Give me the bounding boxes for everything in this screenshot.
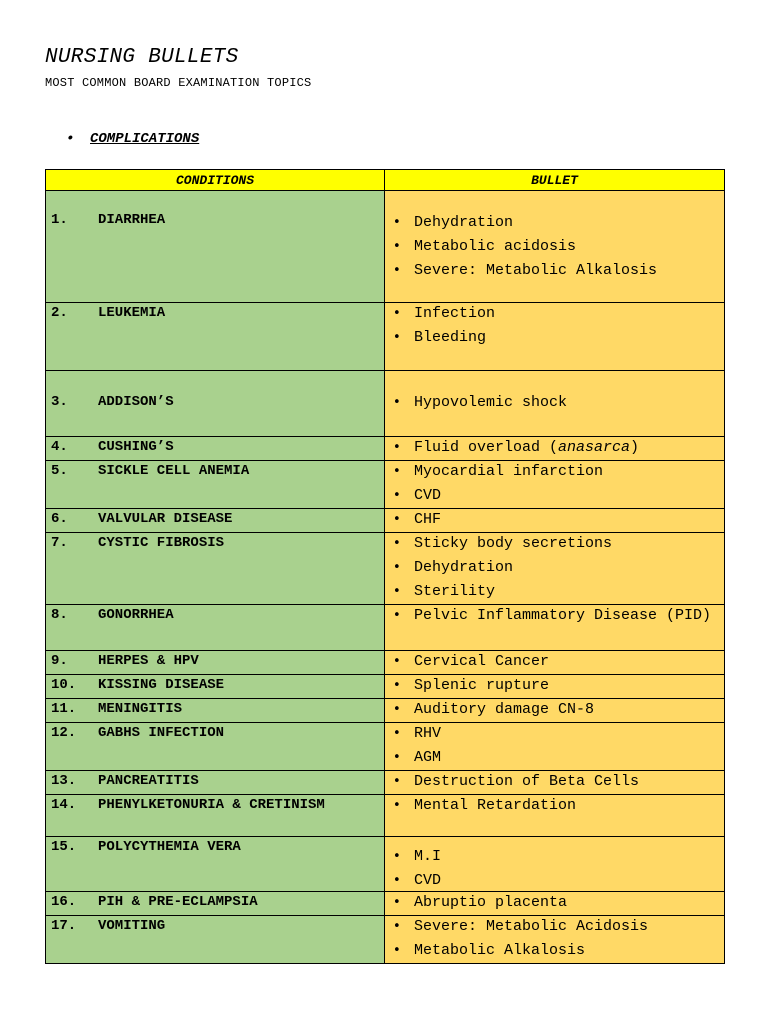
condition-name: GONORRHEA	[98, 607, 174, 623]
condition-number: 6.	[51, 511, 68, 527]
table-row	[46, 916, 725, 964]
bullet-text: Cervical Cancer	[414, 653, 550, 670]
condition-number: 14.	[51, 797, 77, 813]
bullet-list	[414, 510, 720, 530]
bullet-text: CHF	[414, 511, 442, 528]
condition-cell	[46, 191, 385, 303]
condition-name: GABHS INFECTION	[98, 725, 225, 741]
condition-name: LEUKEMIA	[98, 305, 166, 321]
bullet-list	[414, 438, 720, 458]
list-item	[414, 534, 720, 554]
condition-cell	[46, 605, 385, 651]
bullet-list	[414, 700, 720, 720]
section-heading-label: COMPLICATIONS	[90, 131, 200, 147]
bullet-list	[414, 917, 720, 961]
table-row	[46, 651, 725, 675]
table-row	[46, 509, 725, 533]
table-row	[46, 605, 725, 651]
bullet-text: Dehydration	[414, 559, 514, 576]
table-row	[46, 892, 725, 916]
condition-name: MENINGITIS	[98, 701, 183, 717]
table-row	[46, 675, 725, 699]
table-row	[46, 771, 725, 795]
list-item	[414, 847, 720, 867]
bullet-cell	[385, 509, 725, 533]
bullet-text: AGM	[414, 749, 442, 766]
bullet-cell	[385, 837, 725, 892]
table-row	[46, 437, 725, 461]
table-row	[46, 699, 725, 723]
complications-table	[45, 169, 725, 964]
bullet-list	[414, 893, 720, 913]
bullet-list	[414, 676, 720, 696]
list-item	[414, 213, 720, 233]
bullet-list	[414, 534, 720, 602]
condition-number: 12.	[51, 725, 77, 741]
condition-cell	[46, 509, 385, 533]
condition-cell	[46, 675, 385, 699]
bullet-text: Sterility	[414, 583, 496, 600]
list-item	[414, 438, 720, 458]
page-subtitle: MOST COMMON BOARD EXAMINATION TOPICS	[45, 76, 312, 90]
list-item	[414, 328, 720, 348]
table-header-row	[46, 170, 725, 191]
condition-cell	[46, 837, 385, 892]
list-item	[414, 941, 720, 961]
condition-name: ADDISON’S	[98, 394, 174, 410]
condition-cell	[46, 651, 385, 675]
condition-cell	[46, 699, 385, 723]
condition-cell	[46, 892, 385, 916]
list-item	[414, 582, 720, 602]
bullet-text: Severe: Metabolic Alkalosis	[414, 262, 658, 279]
list-item	[414, 462, 720, 482]
list-item	[414, 261, 720, 281]
condition-cell	[46, 795, 385, 837]
list-item	[414, 558, 720, 578]
condition-name: CYSTIC FIBROSIS	[98, 535, 225, 551]
table-row	[46, 533, 725, 605]
bullet-text: Abruptio placenta	[414, 894, 568, 911]
list-item	[414, 606, 720, 626]
bullet-text: Mental Retardation	[414, 797, 577, 814]
bullet-cell	[385, 723, 725, 771]
section-heading	[66, 131, 199, 147]
bullet-cell	[385, 699, 725, 723]
table-body	[46, 191, 725, 964]
bullet-cell	[385, 651, 725, 675]
column-header-bullet: BULLET	[385, 170, 725, 191]
condition-cell	[46, 303, 385, 371]
bullet-text: Fluid overload (	[414, 439, 559, 456]
bullet-list	[414, 724, 720, 768]
bullet-text: Myocardial infarction	[414, 463, 604, 480]
condition-number: 9.	[51, 653, 68, 669]
table-row	[46, 191, 725, 303]
bullet-list	[414, 462, 720, 506]
condition-name: PHENYLKETONURIA & CRETINISM	[98, 797, 325, 813]
bullet-text: Sticky body secretions	[414, 535, 613, 552]
bullet-text: Auditory damage CN-8	[414, 701, 595, 718]
bullet-text: Hypovolemic shock	[414, 394, 568, 411]
condition-name: HERPES & HPV	[98, 653, 199, 669]
condition-name: DIARRHEA	[98, 212, 166, 228]
bullet-cell	[385, 675, 725, 699]
list-item	[414, 871, 720, 891]
list-item	[414, 652, 720, 672]
list-item	[414, 486, 720, 506]
condition-cell	[46, 437, 385, 461]
column-header-conditions: CONDITIONS	[46, 170, 385, 191]
condition-cell	[46, 916, 385, 964]
condition-name: PIH & PRE-ECLAMPSIA	[98, 894, 258, 910]
table-row	[46, 371, 725, 437]
bullet-list	[414, 393, 720, 413]
bullet-text: Metabolic acidosis	[414, 238, 577, 255]
bullet-cell	[385, 771, 725, 795]
condition-name: VOMITING	[98, 918, 166, 934]
condition-number: 3.	[51, 394, 68, 410]
bullet-list	[414, 796, 720, 816]
bullet-cell	[385, 437, 725, 461]
bullet-cell	[385, 916, 725, 964]
bullet-text: Pelvic Inflammatory Disease (PID)	[414, 607, 712, 624]
page-title: NURSING BULLETS	[45, 46, 239, 69]
bullet-text: Metabolic Alkalosis	[414, 942, 586, 959]
bullet-text: Infection	[414, 305, 496, 322]
condition-number: 7.	[51, 535, 68, 551]
bullet-text: Severe: Metabolic Acidosis	[414, 918, 649, 935]
bullet-list	[414, 652, 720, 672]
bullet-cell	[385, 461, 725, 509]
bullet-icon: •	[66, 131, 75, 147]
bullet-text: Destruction of Beta Cells	[414, 773, 640, 790]
bullet-cell	[385, 191, 725, 303]
bullet-text: RHV	[414, 725, 442, 742]
bullet-cell	[385, 795, 725, 837]
condition-number: 1.	[51, 212, 68, 228]
bullet-text-italic: anasarca	[558, 439, 631, 456]
condition-cell	[46, 771, 385, 795]
condition-number: 13.	[51, 773, 77, 789]
table-row	[46, 837, 725, 892]
condition-number: 17.	[51, 918, 77, 934]
condition-cell	[46, 533, 385, 605]
bullet-list	[414, 213, 720, 281]
condition-name: KISSING DISEASE	[98, 677, 225, 693]
list-item	[414, 748, 720, 768]
list-item	[414, 893, 720, 913]
table-row	[46, 723, 725, 771]
condition-number: 15.	[51, 839, 77, 855]
condition-number: 4.	[51, 439, 68, 455]
condition-number: 5.	[51, 463, 68, 479]
bullet-cell	[385, 533, 725, 605]
bullet-list	[414, 772, 720, 792]
bullet-text: Dehydration	[414, 214, 514, 231]
bullet-list	[414, 304, 720, 348]
bullet-text-tail: )	[630, 439, 640, 456]
list-item	[414, 772, 720, 792]
list-item	[414, 724, 720, 744]
list-item	[414, 700, 720, 720]
bullet-cell	[385, 892, 725, 916]
bullet-text: CVD	[414, 487, 442, 504]
list-item	[414, 237, 720, 257]
list-item	[414, 796, 720, 816]
condition-cell	[46, 723, 385, 771]
table-row	[46, 303, 725, 371]
bullet-cell	[385, 605, 725, 651]
list-item	[414, 304, 720, 324]
condition-number: 11.	[51, 701, 77, 717]
list-item	[414, 510, 720, 530]
condition-name: VALVULAR DISEASE	[98, 511, 233, 527]
list-item	[414, 917, 720, 937]
table-row	[46, 461, 725, 509]
bullet-list	[414, 606, 720, 626]
condition-number: 10.	[51, 677, 77, 693]
bullet-cell	[385, 303, 725, 371]
bullet-text: M.I	[414, 848, 442, 865]
bullet-cell	[385, 371, 725, 437]
bullet-list	[414, 847, 720, 891]
list-item	[414, 676, 720, 696]
condition-cell	[46, 461, 385, 509]
bullet-text: CVD	[414, 872, 442, 889]
bullet-text: Bleeding	[414, 329, 487, 346]
table-row	[46, 795, 725, 837]
condition-name: CUSHING’S	[98, 439, 174, 455]
condition-number: 2.	[51, 305, 68, 321]
bullet-text: Splenic rupture	[414, 677, 550, 694]
condition-name: PANCREATITIS	[98, 773, 199, 789]
condition-name: POLYCYTHEMIA VERA	[98, 839, 241, 855]
condition-number: 8.	[51, 607, 68, 623]
list-item	[414, 393, 720, 413]
condition-name: SICKLE CELL ANEMIA	[98, 463, 250, 479]
condition-cell	[46, 371, 385, 437]
condition-number: 16.	[51, 894, 77, 910]
